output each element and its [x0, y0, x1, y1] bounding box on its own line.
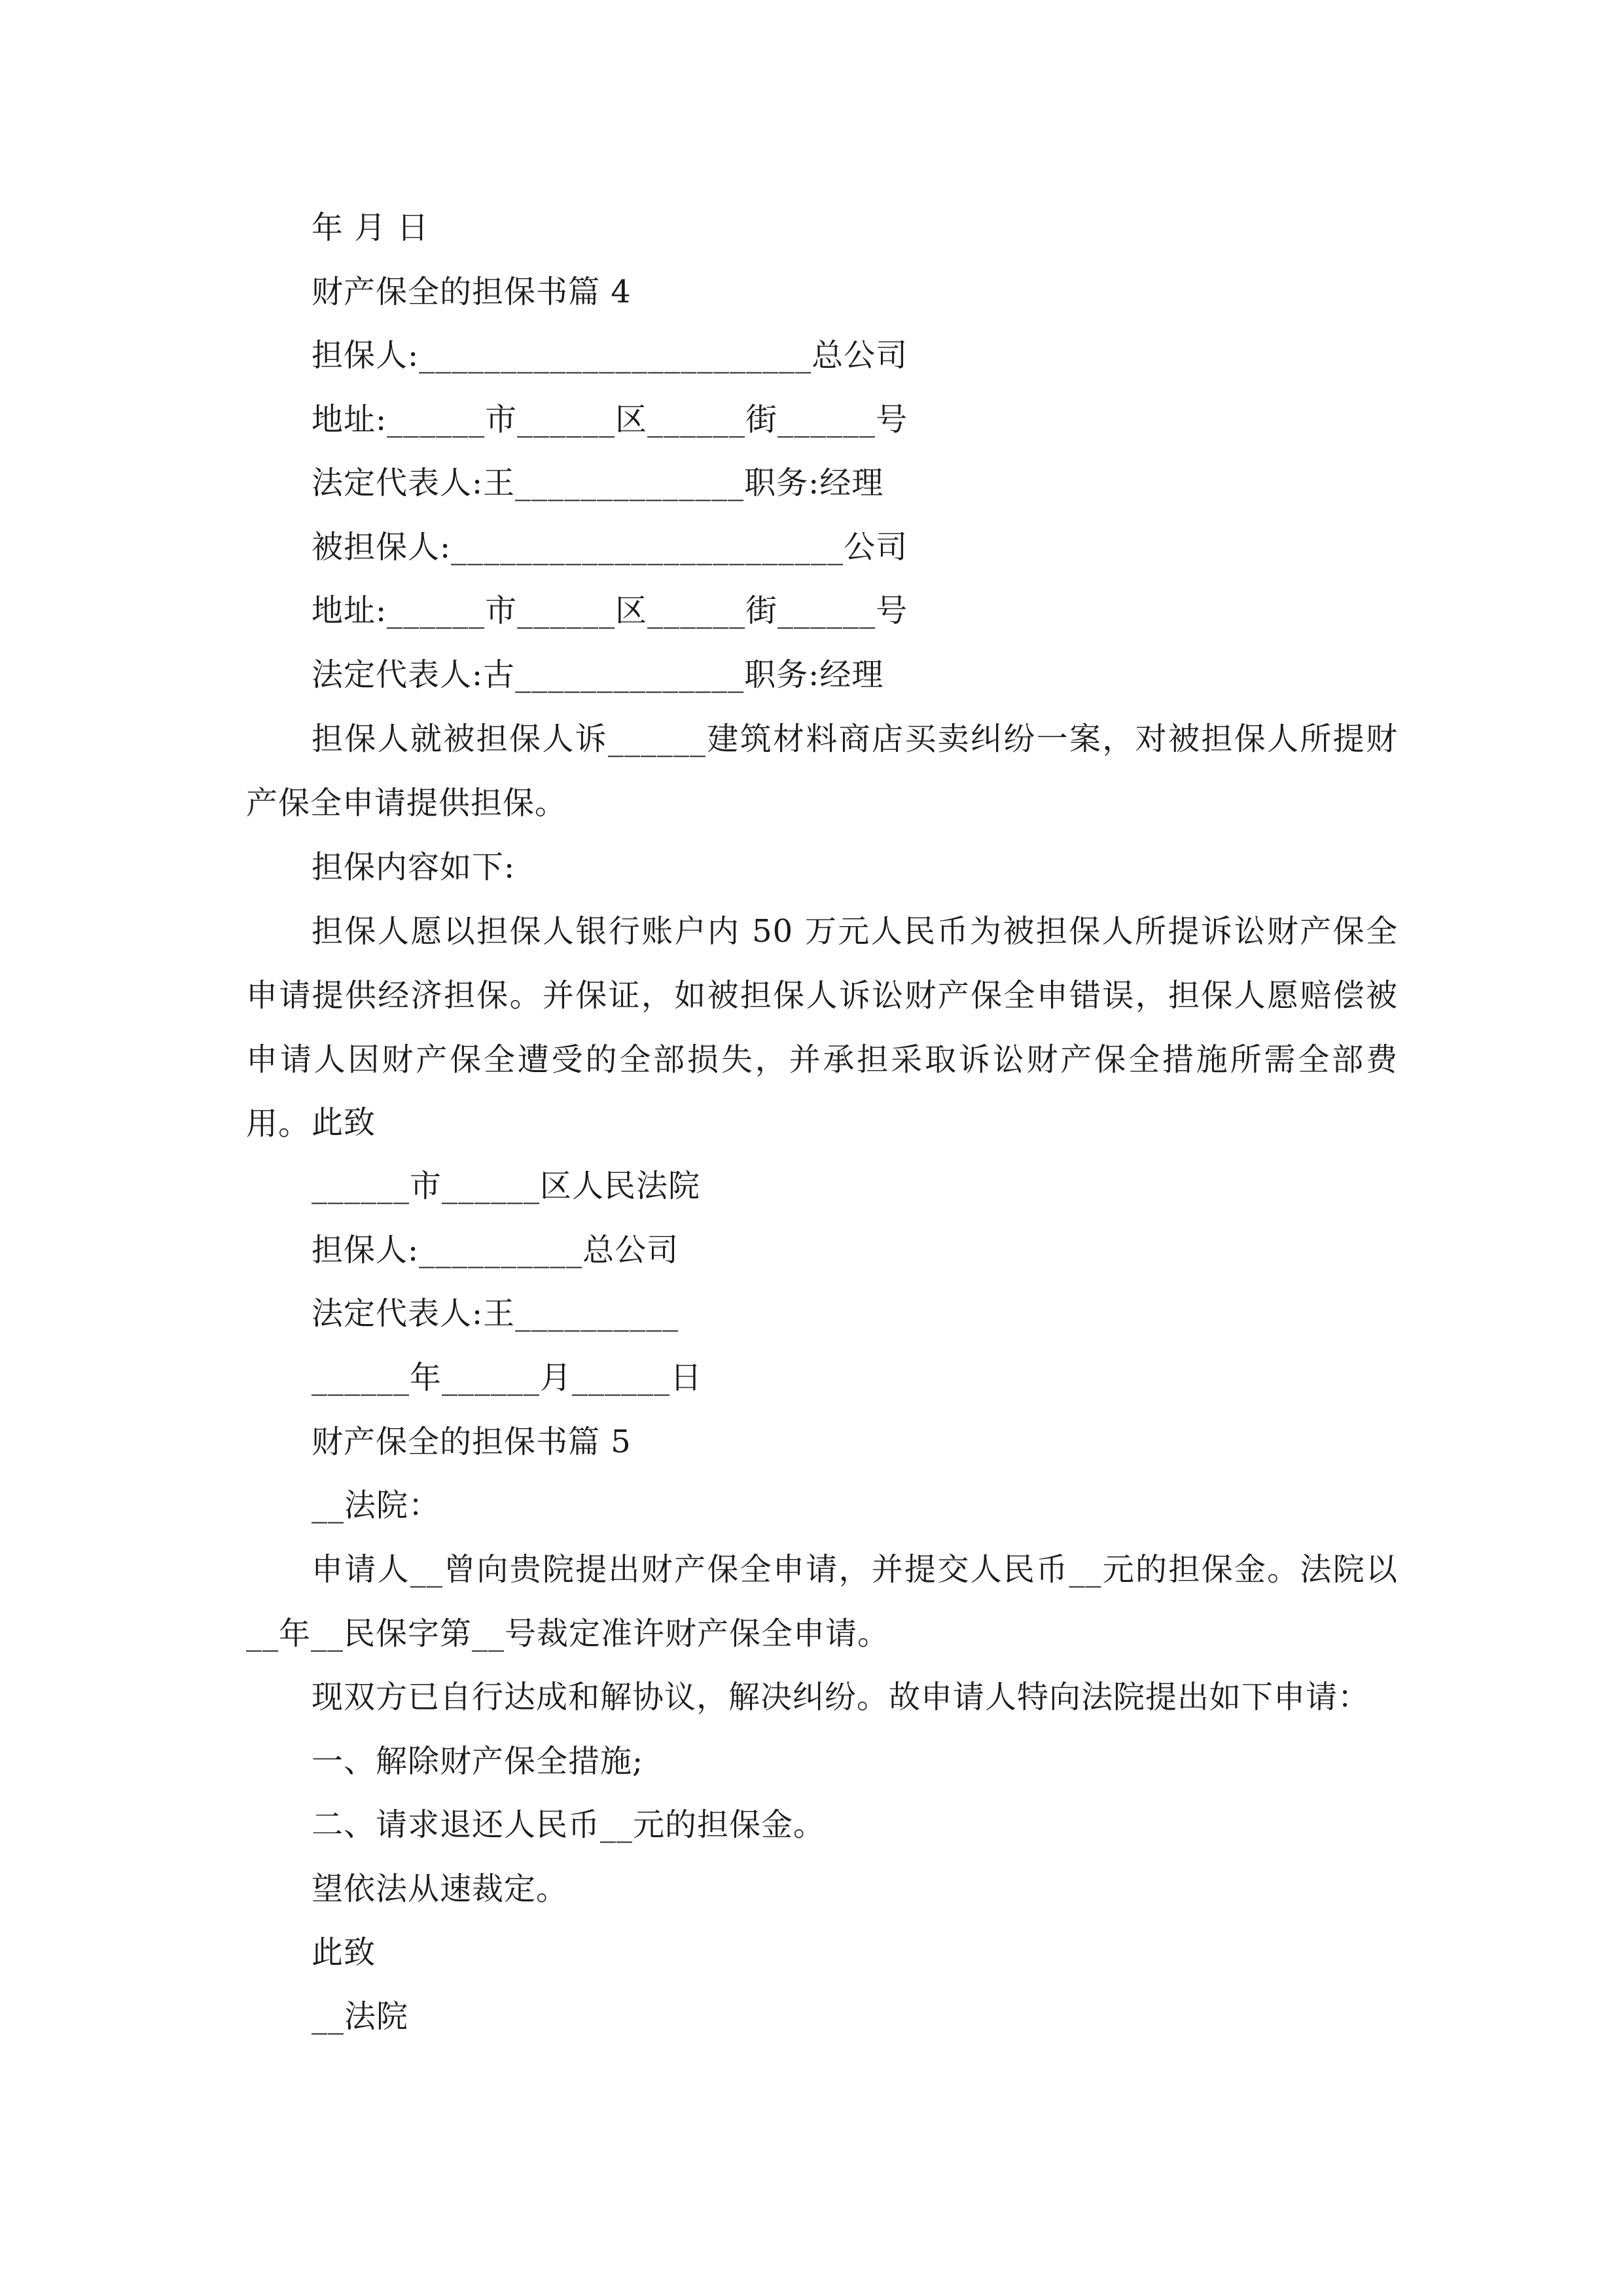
guarantor-representative-line: 法定代表人:王______________职务:经理	[312, 465, 884, 501]
closing-salutation: 此致	[312, 1104, 376, 1141]
court-addressee: ______市______区人民法院	[312, 1168, 701, 1204]
date-line: 年 月 日	[312, 209, 429, 246]
guaranteed-party-line: 被担保人:________________________公司	[312, 529, 908, 565]
request-item-1: 一、解除财产保全措施;	[312, 1743, 644, 1780]
guarantor-address-line: 地址:______市______区______街______号	[312, 401, 908, 438]
content-heading: 担保内容如下:	[312, 849, 516, 886]
guaranteed-address-line: 地址:______市______区______街______号	[312, 592, 908, 629]
ruling-request: 望依法从速裁定。	[312, 1871, 569, 1907]
settlement-statement: 现双方已自行达成和解协议，解决纠纷。故申请人特向法院提出如下申请：	[312, 1679, 1370, 1715]
application-paragraph: 申请人__曾向贵院提出财产保全申请，并提交人民币__元的担保金。法院以__年__民保字第__号裁定准许财产保全申请。	[246, 1551, 1398, 1652]
signature-guarantor: 担保人:__________总公司	[312, 1232, 679, 1268]
request-item-2: 二、请求退还人民币__元的担保金。	[312, 1806, 826, 1843]
final-salutation: 此致	[312, 1934, 376, 1971]
section-title-5: 财产保全的担保书篇 5	[312, 1424, 632, 1460]
guaranteed-representative-line: 法定代表人:古______________职务:经理	[312, 656, 884, 693]
guarantor-line: 担保人:________________________总公司	[312, 337, 908, 374]
signature-date: ______年______月______日	[312, 1359, 703, 1396]
court-salutation: __法院：	[312, 1487, 441, 1524]
final-court-addressee: __法院	[312, 1998, 409, 2035]
signature-representative: 法定代表人:王__________	[312, 1295, 679, 1332]
section-title-4: 财产保全的担保书篇 4	[312, 274, 632, 310]
guarantee-content-paragraph: 担保人愿以担保人银行账户内 50 万元人民币为被担保人所提诉讼财产保全申请提供经济担保。并保证，如被担保人诉讼财产保全申错误，担保人愿赔偿被申请人因财产保全遭受的全部损失，并承担采取诉讼财产保全措施所需全部费用。	[246, 913, 1398, 1142]
guarantee-statement-paragraph: 担保人就被担保人诉______建筑材料商店买卖纠纷一案，对被担保人所提财产保全申请提供担保。	[246, 721, 1398, 821]
